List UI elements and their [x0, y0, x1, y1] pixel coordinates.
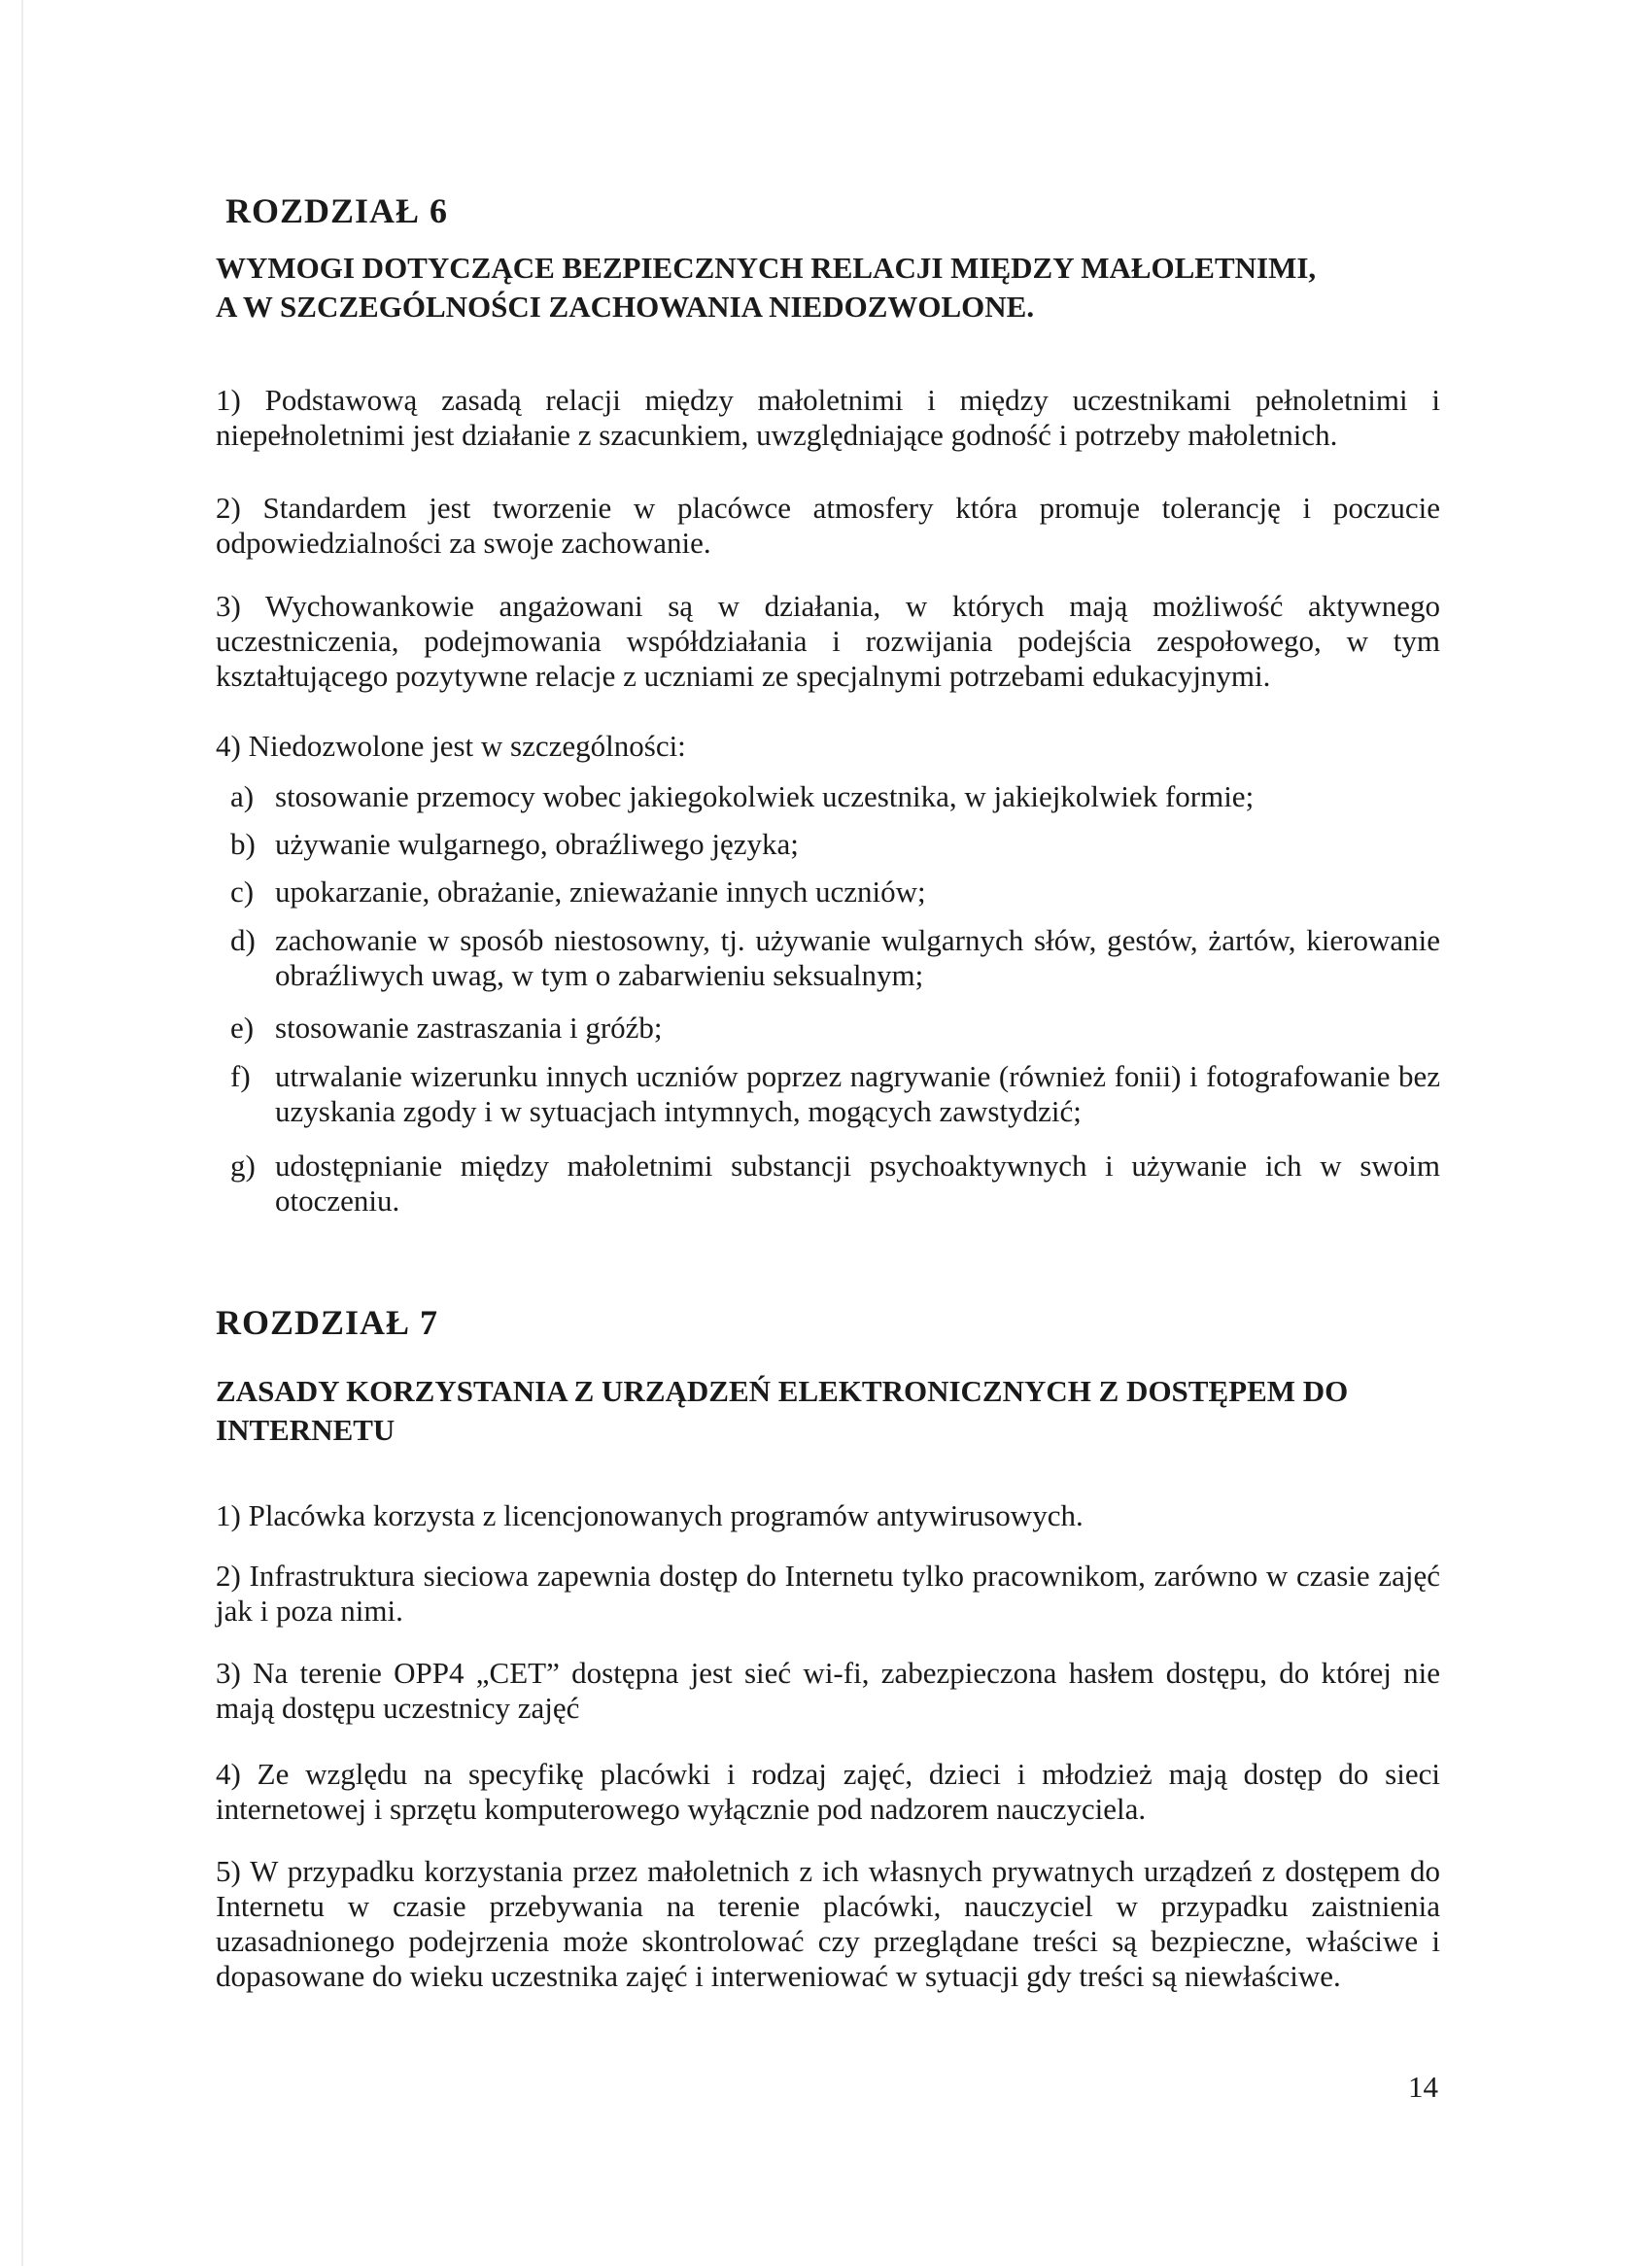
list-item-text: udostępnianie między małoletnimi substancji psychoaktywnych i używanie ich w swoim otoczeniu. — [275, 1149, 1440, 1218]
chapter-6-subtitle-line-1: WYMOGI DOTYCZĄCE BEZPIECZNYCH RELACJI MIĘDZY MAŁOLETNIMI, — [216, 251, 1317, 285]
list-item-text: używanie wulgarnego, obraźliwego języka; — [275, 827, 799, 861]
chapter-7-paragraph-3: 3) Na terenie OPP4 „CET” dostępna jest sieć wi-fi, zabezpieczona hasłem dostępu, do której nie mają dostępu uczestnicy zajęć — [216, 1656, 1440, 1725]
list-item — [230, 779, 1440, 814]
list-marker: f) — [230, 1059, 251, 1093]
list-item-text: stosowanie przemocy wobec jakiegokolwiek uczestnika, w jakiejkolwiek formie; — [275, 779, 1255, 813]
list-item — [230, 875, 1440, 910]
chapter-7-paragraph-1: 1) Placówka korzysta z licencjonowanych programów antywirusowych. — [216, 1498, 1084, 1532]
list-marker: e) — [230, 1011, 255, 1045]
scan-edge — [21, 0, 23, 2266]
chapter-7-paragraph-5: 5) W przypadku korzystania przez małoletnich z ich własnych prywatnych urządzeń z dostępem do Internetu w czasie przebywania na terenie placówki, nauczyciel w przypadku zaistnienia uzasadnionego podejrzenia może skontrolować czy przeglądane treści są bezpieczne, właściwe i dopasowane do wieku uczestnika zajęć i interweniować w sytuacji gdy treści są niewłaściwe. — [216, 1854, 1440, 1993]
list-marker: b) — [230, 827, 256, 861]
list-item-text: stosowanie zastraszania i gróźb; — [275, 1011, 663, 1045]
chapter-6-paragraph-4: 4) Niedozwolone jest w szczególności: — [216, 729, 686, 763]
list-item — [230, 923, 1440, 993]
list-item — [230, 827, 1440, 862]
chapter-6-paragraph-2: 2) Standardem jest tworzenie w placówce atmosfery która promuje tolerancję i poczucie odpowiedzialności za swoje zachowanie. — [216, 491, 1440, 560]
chapter-7-heading: ROZDZIAŁ 7 — [216, 1303, 439, 1342]
chapter-6-subtitle-line-2: A W SZCZEGÓLNOŚCI ZACHOWANIA NIEDOZWOLONE. — [216, 290, 1035, 324]
chapter-6-heading: ROZDZIAŁ 6 — [225, 191, 449, 230]
chapter-6-paragraph-1: 1) Podstawową zasadą relacji między małoletnimi i między uczestnikami pełnoletnimi i niepełnoletnimi jest działanie z szacunkiem, uwzględniające godność i potrzeby małoletnich. — [216, 383, 1440, 452]
chapter-7-subtitle: ZASADY KORZYSTANIA Z URZĄDZEŃ ELEKTRONICZNYCH Z DOSTĘPEM DO INTERNETU — [216, 1374, 1349, 1447]
chapter-7-paragraph-4: 4) Ze względu na specyfikę placówki i rodzaj zajęć, dzieci i młodzież mają dostęp do sieci internetowej i sprzętu komputerowego wyłącznie pod nadzorem nauczyciela. — [216, 1757, 1440, 1826]
chapter-6-subtitle — [216, 249, 1469, 326]
list-item-text: upokarzanie, obrażanie, znieważanie innych uczniów; — [275, 875, 926, 909]
list-item-text: utrwalanie wizerunku innych uczniów poprzez nagrywanie (również fonii) i fotografowanie bez uzyskania zgody i w sytuacjach intymnych, mogących zawstydzić; — [275, 1059, 1440, 1128]
list-item — [230, 1149, 1440, 1219]
chapter-7-paragraph-2: 2) Infrastruktura sieciowa zapewnia dostęp do Internetu tylko pracownikom, zarówno w czasie zajęć jak i poza nimi. — [216, 1559, 1440, 1628]
list-item — [230, 1011, 1440, 1046]
list-item — [230, 1059, 1440, 1129]
list-marker: d) — [230, 923, 256, 957]
list-marker: c) — [230, 875, 255, 909]
list-marker: a) — [230, 779, 255, 813]
list-marker: g) — [230, 1149, 256, 1183]
list-item-text: zachowanie w sposób niestosowny, tj. używanie wulgarnych słów, gestów, żartów, kierowanie obraźliwych uwag, w tym o zabarwieniu seksualnym; — [275, 923, 1440, 992]
chapter-6-paragraph-3: 3) Wychowankowie angażowani są w działania, w których mają możliwość aktywnego uczestniczenia, podejmowania współdziałania i rozwijania podejścia zespołowego, w tym kształtującego pozytywne relacje z uczniami ze specjalnymi potrzebami edukacyjnymi. — [216, 589, 1440, 693]
page-number: 14 — [1408, 2070, 1438, 2104]
